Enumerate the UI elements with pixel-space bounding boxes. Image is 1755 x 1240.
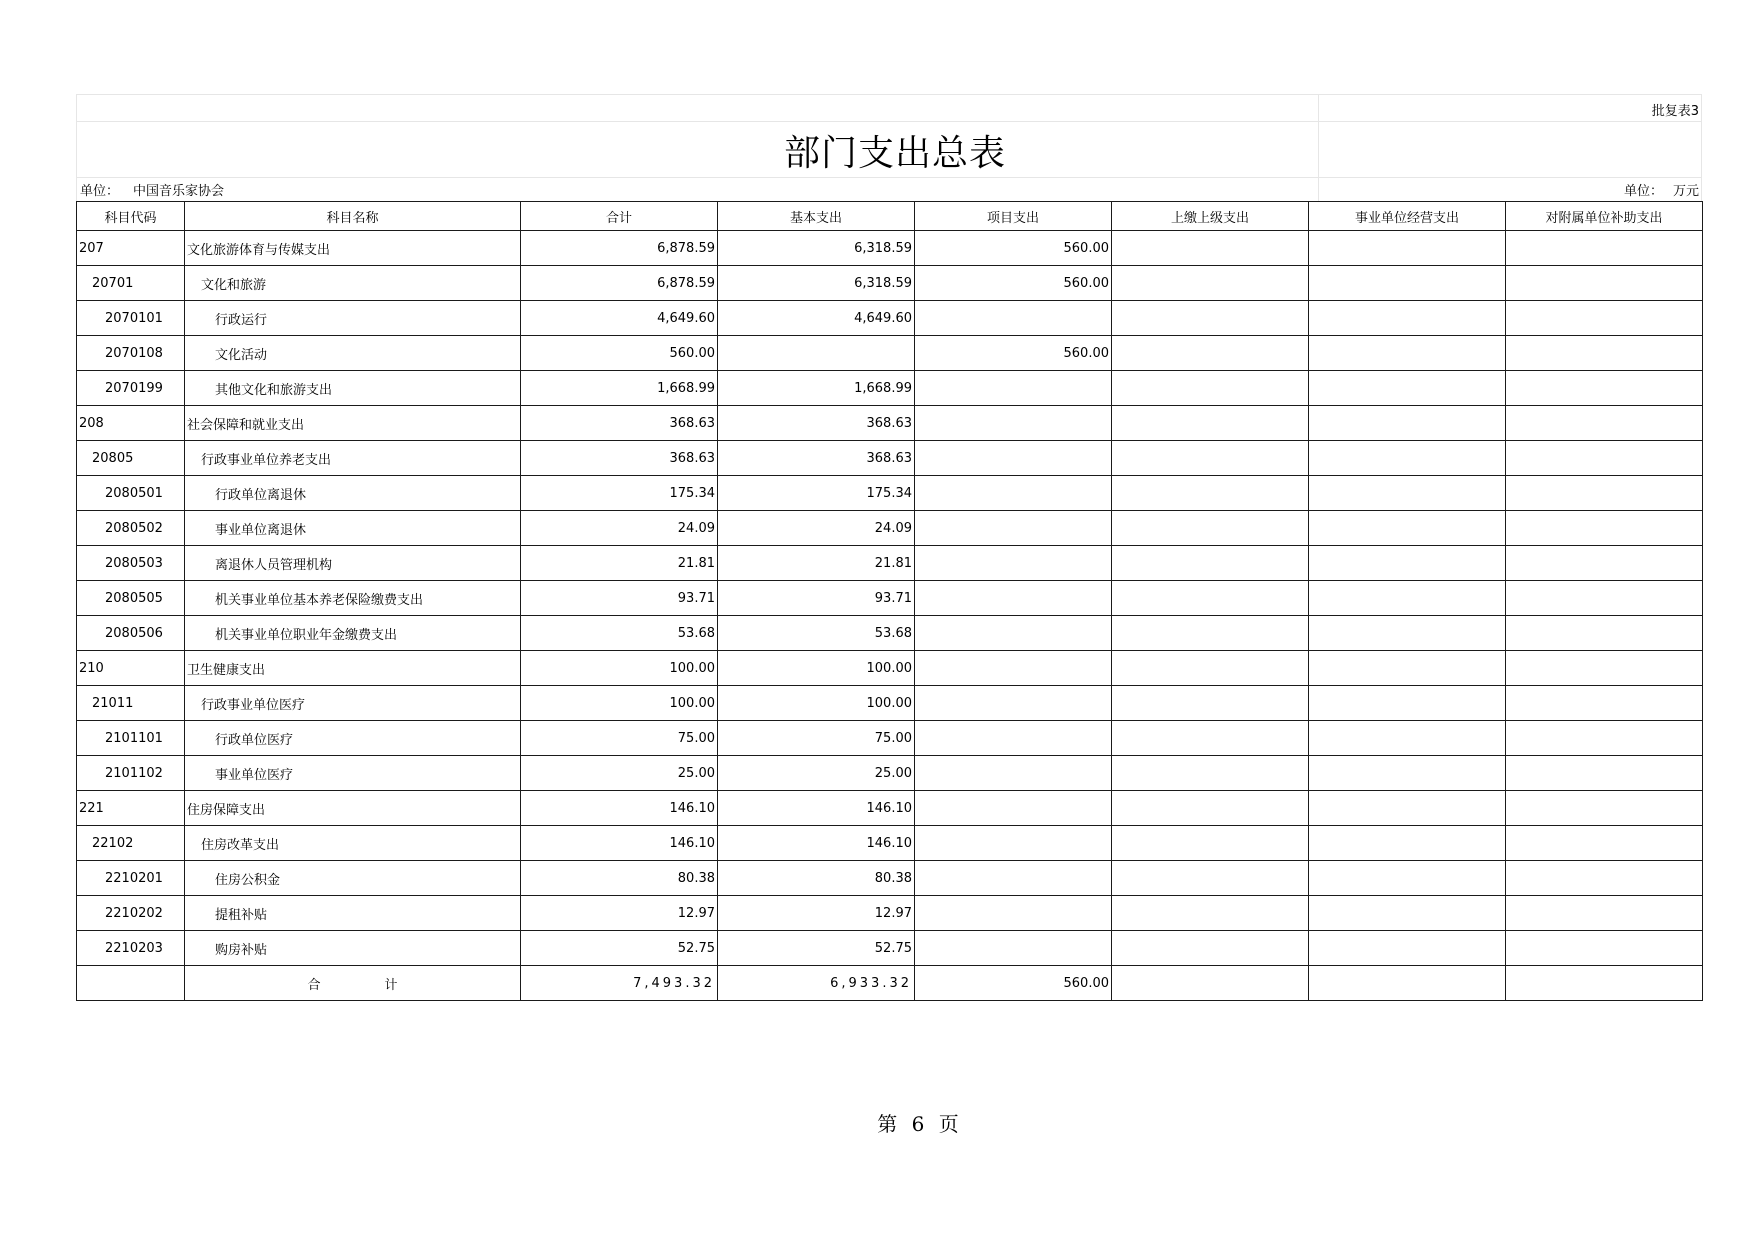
row-name: 文化活动: [185, 336, 521, 371]
row-code: 2080505: [77, 581, 185, 616]
row-name: 机关事业单位职业年金缴费支出: [185, 616, 521, 651]
total-subsidy: [1506, 966, 1703, 1001]
row-basic: 1,668.99: [718, 371, 915, 406]
row-subsidy: [1506, 476, 1703, 511]
row-subsidy: [1506, 336, 1703, 371]
row-code: 2080503: [77, 546, 185, 581]
table-row: [77, 861, 1703, 896]
row-project: [915, 861, 1112, 896]
row-basic: 368.63: [718, 406, 915, 441]
total-label: [185, 966, 521, 1001]
row-code: 2080501: [77, 476, 185, 511]
row-total: 4,649.60: [521, 301, 718, 336]
row-total: 368.63: [521, 441, 718, 476]
total-sum: 7,493.32: [521, 966, 718, 1001]
row-project: 560.00: [915, 266, 1112, 301]
row-subsidy: [1506, 861, 1703, 896]
row-upper: [1112, 301, 1309, 336]
row-upper: [1112, 336, 1309, 371]
row-total: 100.00: [521, 651, 718, 686]
row-subsidy: [1506, 826, 1703, 861]
row-operating: [1309, 616, 1506, 651]
row-name: 住房改革支出: [185, 826, 521, 861]
row-total: 175.34: [521, 476, 718, 511]
row-upper: [1112, 896, 1309, 931]
total-project: 560.00: [915, 966, 1112, 1001]
row-name: 其他文化和旅游支出: [185, 371, 521, 406]
table-row: [77, 931, 1703, 966]
total-basic: 6,933.32: [718, 966, 915, 1001]
table-row: [77, 581, 1703, 616]
row-code: 22102: [77, 826, 185, 861]
row-code: 210: [77, 651, 185, 686]
row-basic: 93.71: [718, 581, 915, 616]
row-total: 25.00: [521, 756, 718, 791]
budget-sheet: [76, 94, 1702, 1001]
row-subsidy: [1506, 511, 1703, 546]
column-header: 项目支出: [915, 202, 1112, 231]
table-row: [77, 791, 1703, 826]
row-name: 文化旅游体育与传媒支出: [185, 231, 521, 266]
row-upper: [1112, 651, 1309, 686]
row-name: 提租补贴: [185, 896, 521, 931]
row-upper: [1112, 826, 1309, 861]
row-total: 6,878.59: [521, 231, 718, 266]
row-upper: [1112, 861, 1309, 896]
row-subsidy: [1506, 546, 1703, 581]
row-project: [915, 476, 1112, 511]
row-project: [915, 581, 1112, 616]
row-subsidy: [1506, 371, 1703, 406]
row-name: 社会保障和就业支出: [185, 406, 521, 441]
table-row: [77, 651, 1703, 686]
page-title: 部门支出总表: [783, 133, 1006, 174]
row-operating: [1309, 826, 1506, 861]
row-project: [915, 651, 1112, 686]
row-code: 2101102: [77, 756, 185, 791]
page-suffix: 页: [938, 1112, 959, 1136]
row-subsidy: [1506, 441, 1703, 476]
table-row: [77, 231, 1703, 266]
row-subsidy: [1506, 791, 1703, 826]
row-basic: 100.00: [718, 651, 915, 686]
row-total: 53.68: [521, 616, 718, 651]
table-row: [77, 721, 1703, 756]
row-total: 52.75: [521, 931, 718, 966]
row-operating: [1309, 896, 1506, 931]
page-prefix: 第: [877, 1112, 898, 1136]
row-basic: 146.10: [718, 791, 915, 826]
column-header: 对附属单位补助支出: [1506, 202, 1703, 231]
unit-currency-value: 万元: [1672, 184, 1699, 199]
table-row: [77, 441, 1703, 476]
table-row: [77, 546, 1703, 581]
table-row: [77, 301, 1703, 336]
row-upper: [1112, 721, 1309, 756]
row-code: 2210203: [77, 931, 185, 966]
table-row: [77, 371, 1703, 406]
row-basic: 53.68: [718, 616, 915, 651]
row-code: 20701: [77, 266, 185, 301]
row-upper: [1112, 441, 1309, 476]
row-basic: 175.34: [718, 476, 915, 511]
row-code: 2070199: [77, 371, 185, 406]
row-subsidy: [1506, 721, 1703, 756]
row-basic: [718, 336, 915, 371]
row-upper: [1112, 406, 1309, 441]
row-operating: [1309, 336, 1506, 371]
row-name: 行政单位离退休: [185, 476, 521, 511]
table-row: [77, 826, 1703, 861]
row-name: 行政事业单位养老支出: [185, 441, 521, 476]
row-code: 208: [77, 406, 185, 441]
form-code: 批复表3: [1651, 104, 1699, 119]
row-total: 80.38: [521, 861, 718, 896]
row-project: 560.00: [915, 336, 1112, 371]
row-operating: [1309, 546, 1506, 581]
page-footer: [0, 1108, 1755, 1137]
row-code: 2210202: [77, 896, 185, 931]
row-total: 12.97: [521, 896, 718, 931]
row-upper: [1112, 616, 1309, 651]
row-project: [915, 511, 1112, 546]
row-project: [915, 616, 1112, 651]
row-subsidy: [1506, 896, 1703, 931]
row-subsidy: [1506, 686, 1703, 721]
unit-org-label: 单位：: [80, 184, 120, 199]
table-row: [77, 336, 1703, 371]
row-name: 离退休人员管理机构: [185, 546, 521, 581]
expenditure-table: [76, 201, 1703, 1001]
row-operating: [1309, 581, 1506, 616]
row-upper: [1112, 546, 1309, 581]
row-subsidy: [1506, 231, 1703, 266]
row-subsidy: [1506, 756, 1703, 791]
row-name: 文化和旅游: [185, 266, 521, 301]
row-project: [915, 791, 1112, 826]
row-upper: [1112, 511, 1309, 546]
row-upper: [1112, 931, 1309, 966]
column-header: 事业单位经营支出: [1309, 202, 1506, 231]
row-name: 行政单位医疗: [185, 721, 521, 756]
row-basic: 6,318.59: [718, 266, 915, 301]
row-basic: 146.10: [718, 826, 915, 861]
table-row: [77, 896, 1703, 931]
table-row: [77, 266, 1703, 301]
unit-org-value: 中国音乐家协会: [133, 184, 225, 199]
row-project: [915, 756, 1112, 791]
row-project: [915, 546, 1112, 581]
row-operating: [1309, 931, 1506, 966]
sheet-header: [76, 94, 1702, 201]
total-operating: [1309, 966, 1506, 1001]
row-basic: 52.75: [718, 931, 915, 966]
row-name: 行政运行: [185, 301, 521, 336]
column-header: 上缴上级支出: [1112, 202, 1309, 231]
table-row: [77, 616, 1703, 651]
row-name: 行政事业单位医疗: [185, 686, 521, 721]
column-header: 科目代码: [77, 202, 185, 231]
row-upper: [1112, 476, 1309, 511]
row-subsidy: [1506, 266, 1703, 301]
row-upper: [1112, 581, 1309, 616]
row-operating: [1309, 651, 1506, 686]
unit-currency-label: 单位：: [1623, 184, 1663, 199]
row-project: [915, 721, 1112, 756]
row-code: 2070101: [77, 301, 185, 336]
row-basic: 24.09: [718, 511, 915, 546]
row-basic: 12.97: [718, 896, 915, 931]
row-total: 100.00: [521, 686, 718, 721]
row-basic: 368.63: [718, 441, 915, 476]
row-basic: 6,318.59: [718, 231, 915, 266]
total-label-left: 合: [307, 977, 321, 993]
total-label-right: 计: [384, 977, 398, 993]
column-header: 合计: [521, 202, 718, 231]
row-code: 2101101: [77, 721, 185, 756]
row-name: 事业单位医疗: [185, 756, 521, 791]
row-basic: 25.00: [718, 756, 915, 791]
table-row: [77, 476, 1703, 511]
row-project: [915, 371, 1112, 406]
row-upper: [1112, 266, 1309, 301]
row-name: 住房公积金: [185, 861, 521, 896]
row-code: 2210201: [77, 861, 185, 896]
row-total: 6,878.59: [521, 266, 718, 301]
row-name: 卫生健康支出: [185, 651, 521, 686]
row-total: 93.71: [521, 581, 718, 616]
row-operating: [1309, 756, 1506, 791]
row-total: 21.81: [521, 546, 718, 581]
row-project: 560.00: [915, 231, 1112, 266]
row-subsidy: [1506, 616, 1703, 651]
row-subsidy: [1506, 651, 1703, 686]
row-basic: 4,649.60: [718, 301, 915, 336]
row-operating: [1309, 441, 1506, 476]
row-operating: [1309, 301, 1506, 336]
row-total: 146.10: [521, 826, 718, 861]
row-subsidy: [1506, 581, 1703, 616]
table-row: [77, 406, 1703, 441]
row-project: [915, 896, 1112, 931]
row-total: 75.00: [521, 721, 718, 756]
row-total: 560.00: [521, 336, 718, 371]
row-operating: [1309, 861, 1506, 896]
row-project: [915, 406, 1112, 441]
row-code: 2080502: [77, 511, 185, 546]
total-code-cell: [77, 966, 185, 1001]
row-basic: 80.38: [718, 861, 915, 896]
row-project: [915, 686, 1112, 721]
row-upper: [1112, 756, 1309, 791]
row-basic: 100.00: [718, 686, 915, 721]
page-number: 6: [911, 1112, 925, 1136]
row-code: 207: [77, 231, 185, 266]
row-total: 368.63: [521, 406, 718, 441]
row-name: 机关事业单位基本养老保险缴费支出: [185, 581, 521, 616]
row-subsidy: [1506, 931, 1703, 966]
table-row: [77, 756, 1703, 791]
row-operating: [1309, 721, 1506, 756]
row-operating: [1309, 791, 1506, 826]
row-operating: [1309, 476, 1506, 511]
row-name: 事业单位离退休: [185, 511, 521, 546]
row-upper: [1112, 371, 1309, 406]
row-project: [915, 931, 1112, 966]
total-upper: [1112, 966, 1309, 1001]
row-project: [915, 441, 1112, 476]
row-operating: [1309, 686, 1506, 721]
row-subsidy: [1506, 406, 1703, 441]
row-code: 221: [77, 791, 185, 826]
row-upper: [1112, 791, 1309, 826]
table-row: [77, 511, 1703, 546]
row-upper: [1112, 686, 1309, 721]
row-total: 146.10: [521, 791, 718, 826]
unit-currency: [1624, 180, 1699, 199]
row-project: [915, 826, 1112, 861]
row-code: 2070108: [77, 336, 185, 371]
unit-org: [80, 180, 238, 199]
row-project: [915, 301, 1112, 336]
row-name: 住房保障支出: [185, 791, 521, 826]
row-code: 20805: [77, 441, 185, 476]
row-operating: [1309, 266, 1506, 301]
table-row: [77, 686, 1703, 721]
row-upper: [1112, 231, 1309, 266]
row-operating: [1309, 371, 1506, 406]
table-header-row: [77, 202, 1703, 231]
row-total: 1,668.99: [521, 371, 718, 406]
row-operating: [1309, 231, 1506, 266]
row-name: 购房补贴: [185, 931, 521, 966]
row-code: 2080506: [77, 616, 185, 651]
row-subsidy: [1506, 301, 1703, 336]
row-basic: 75.00: [718, 721, 915, 756]
row-operating: [1309, 511, 1506, 546]
row-operating: [1309, 406, 1506, 441]
column-header: 基本支出: [718, 202, 915, 231]
total-row: [77, 966, 1703, 1001]
row-basic: 21.81: [718, 546, 915, 581]
row-code: 21011: [77, 686, 185, 721]
row-total: 24.09: [521, 511, 718, 546]
column-header: 科目名称: [185, 202, 521, 231]
